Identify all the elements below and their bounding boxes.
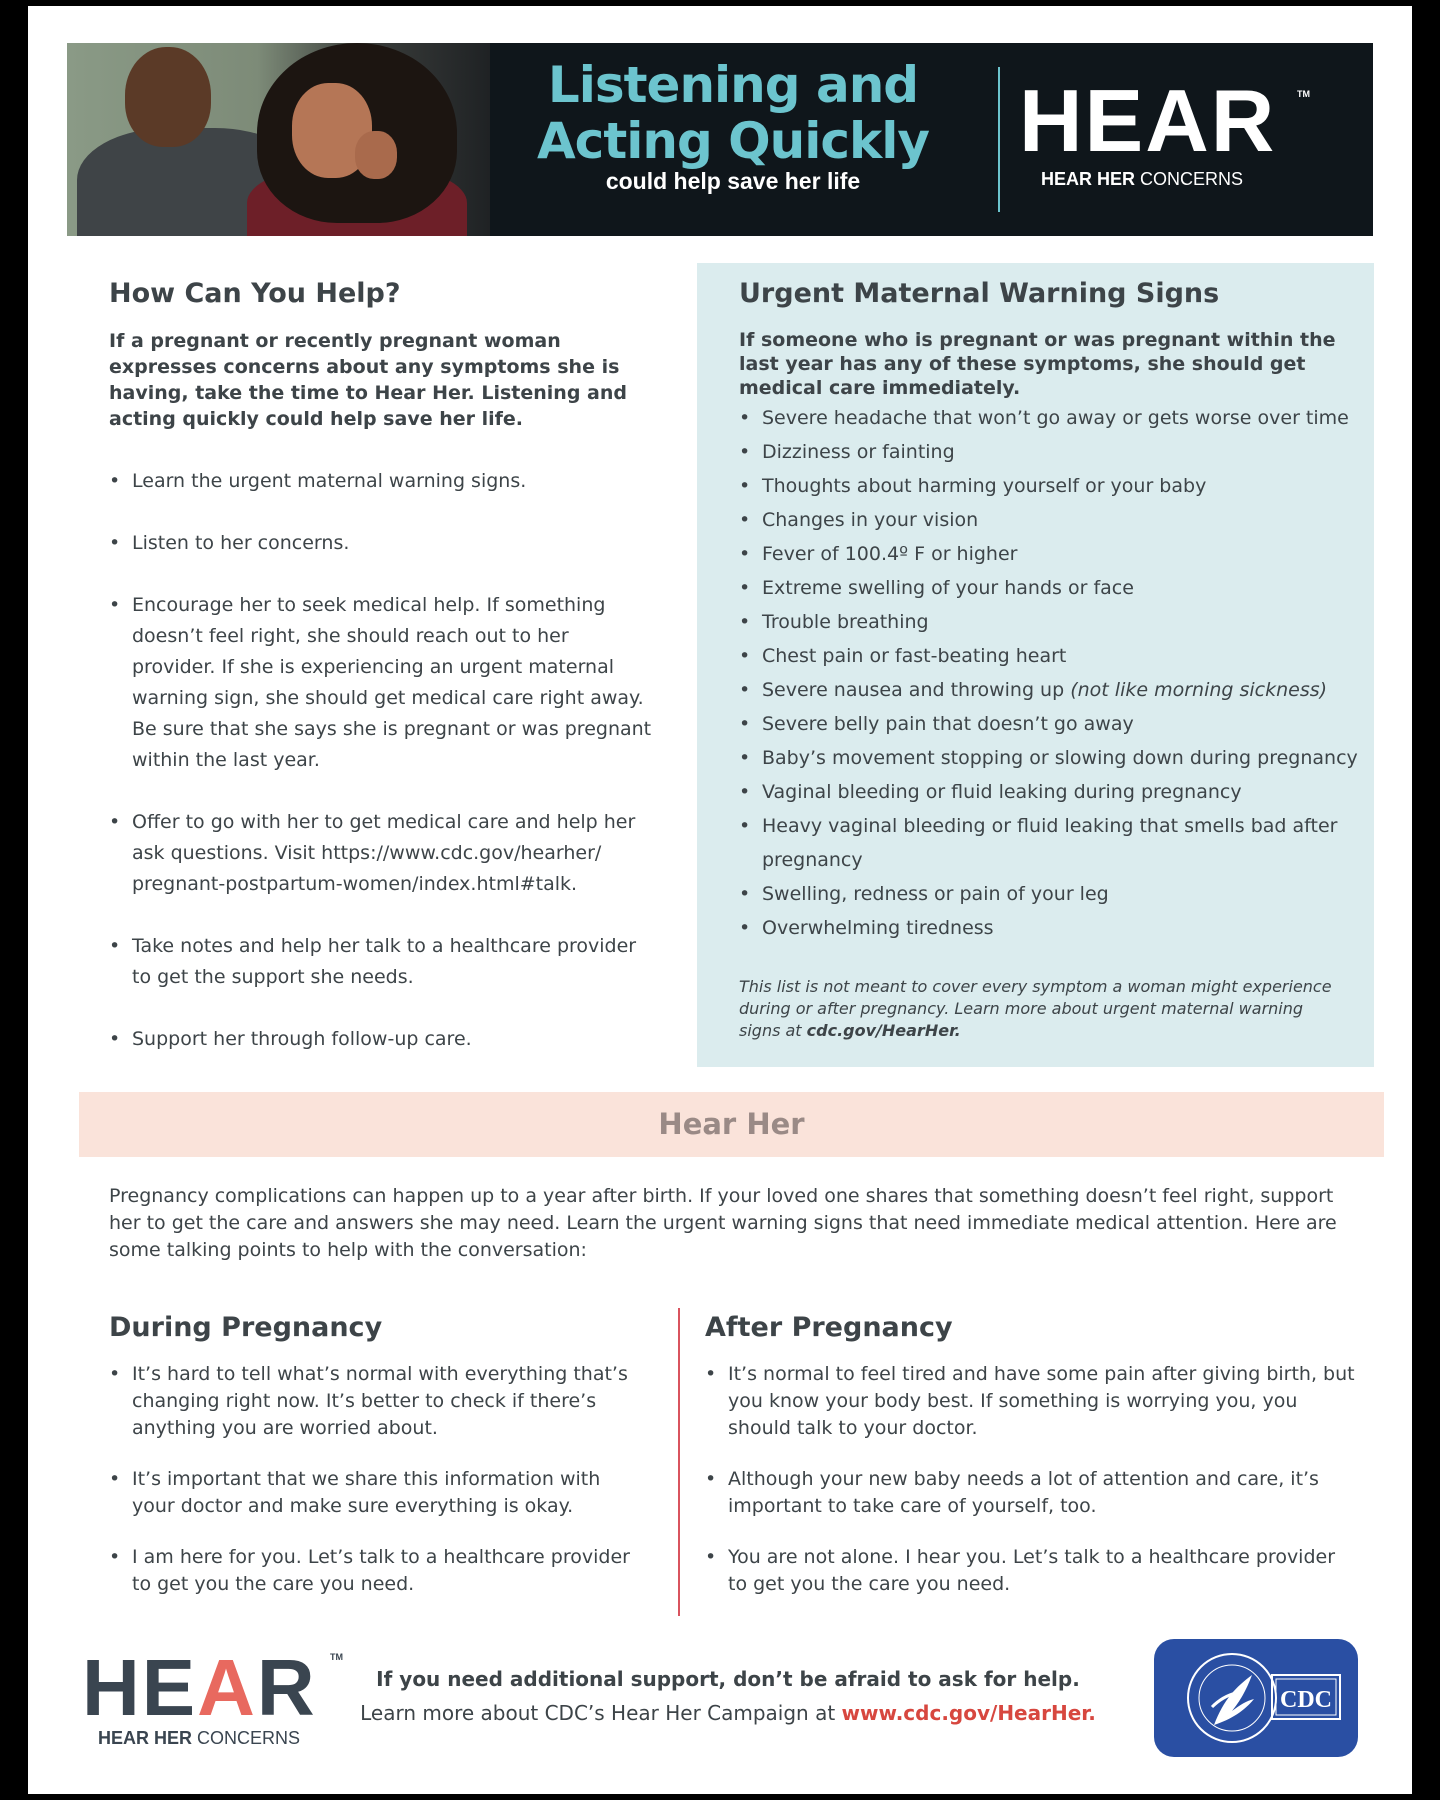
trademark: TM [330, 1652, 343, 1662]
hear-her-band [79, 1092, 1384, 1157]
list-item: • Chest pain or fast-beating heart [739, 639, 1369, 673]
help-heading: How Can You Help? [109, 278, 401, 309]
nausea-note: (not like morning sickness) [1070, 679, 1328, 701]
list-item: • I am here for you. Let’s talk to a healthcare provider to get you the care you need. [109, 1544, 649, 1598]
hear-logo-footer [82, 1643, 343, 1750]
list-item: • Overwhelming tiredness [739, 911, 1369, 945]
hear-logo-header [1019, 71, 1359, 191]
list-item: • It’s normal to feel tired and have some pain after giving birth, but you know your body best. If something is worrying you, you should talk to your doctor. [705, 1361, 1355, 1442]
hear-her-paragraph: Pregnancy complications can happen up to a year after birth. If your loved one shares that something doesn’t feel right, support her to get the care and answers she may need. Learn the urgent warning signs that need immediate medical attention. Here are some talking points to help with the conversation: [109, 1185, 1337, 1261]
list-item: • Dizziness or fainting [739, 435, 1369, 469]
list-item: • Take notes and help her talk to a healthcare provider to get the support she needs. [109, 931, 654, 993]
cdc-wordmark: CDC [1280, 1687, 1332, 1713]
hear-logo-word: HEAR [1019, 71, 1277, 170]
banner-title-line1: Listening and [547, 56, 919, 114]
banner-title-line2: Acting Quickly [536, 112, 930, 170]
footer-line1: If you need additional support, don’t be afraid to ask for help. [376, 1667, 1080, 1691]
banner-divider [998, 67, 1000, 212]
list-item: • Severe headache that won’t go away or gets worse over time [739, 401, 1369, 435]
help-intro: If a pregnant or recently pregnant woman expresses concerns about any symptoms she is having, take the time to Hear Her. Listening and acting quickly could help save her life. [109, 330, 627, 430]
list-item: • Encourage her to seek medical help. If something doesn’t feel right, she should reach out to her provider. If she is experiencing an urgent maternal warning sign, she should get medical care right away. Be sure that she says she is pregnant or was pregnant within the last year. [109, 590, 654, 776]
list-item: • Severe belly pain that doesn’t go away [739, 707, 1369, 741]
list-item: • Baby’s movement stopping or slowing down during pregnancy [739, 741, 1369, 775]
list-item: • Thoughts about harming yourself or your baby [739, 469, 1369, 503]
hear-logo-word: HEAR [82, 1643, 317, 1732]
list-item: • Offer to go with her to get medical care and help her ask questions. Visit https://www.cdc.gov/hearher/ pregnant-postpartum-women/index.html#talk. [109, 807, 654, 900]
hhs-eagle-icon [1154, 1639, 1358, 1757]
list-item: • Listen to her concerns. [109, 528, 654, 559]
footer-line2: Learn more about CDC’s Hear Her Campaign at www.cdc.gov/HearHer. [360, 1701, 1096, 1725]
cdc-logo [1154, 1639, 1358, 1757]
list-item: • Trouble breathing [739, 605, 1369, 639]
list-item: • You are not alone. I hear you. Let’s talk to a healthcare provider to get you the care you need. [705, 1544, 1355, 1598]
footer-link[interactable]: www.cdc.gov/HearHer. [841, 1701, 1096, 1725]
during-heading: During Pregnancy [109, 1312, 383, 1343]
list-item: • Extreme swelling of your hands or face [739, 571, 1369, 605]
list-item: • It’s important that we share this information with your doctor and make sure everything is okay. [109, 1466, 649, 1520]
list-item: • Swelling, redness or pain of your leg [739, 877, 1369, 911]
banner-subtitle: could help save her life [605, 168, 861, 194]
list-item: • Changes in your vision [739, 503, 1369, 537]
footer-text [328, 1667, 1128, 1725]
banner-title [493, 57, 973, 169]
during-list [109, 1361, 649, 1622]
flyer-page [28, 6, 1412, 1794]
list-item: • Support her through follow-up care. [109, 1024, 654, 1055]
help-list [109, 466, 654, 1055]
footnote-link[interactable]: cdc.gov/HearHer. [806, 1021, 961, 1040]
trademark: TM [1297, 89, 1310, 99]
hear-logo-tagline: HEAR HER CONCERNS [98, 1728, 301, 1748]
header-banner [67, 43, 1373, 236]
warning-heading: Urgent Maternal Warning Signs [739, 278, 1220, 309]
column-divider [678, 1308, 680, 1616]
hear-her-title: Hear Her [658, 1107, 805, 1141]
warning-intro: If someone who is pregnant or was pregnant within the last year has any of these symptoms, she should get medical care immediately. [739, 329, 1336, 399]
list-item: • Severe nausea and throwing up (not like morning sickness) [739, 673, 1369, 707]
warning-footnote: This list is not meant to cover every symptom a woman might experience during or after pregnancy. Learn more about urgent maternal warning signs at cdc.gov/HearHer. [739, 977, 1332, 1040]
warning-list [739, 401, 1369, 945]
after-heading: After Pregnancy [705, 1312, 953, 1343]
list-item: • Although your new baby needs a lot of attention and care, it’s important to take care of yourself, too. [705, 1466, 1355, 1520]
list-item: • It’s hard to tell what’s normal with everything that’s changing right now. It’s better to check if there’s anything you are worried about. [109, 1361, 649, 1442]
list-item: • Fever of 100.4º F or higher [739, 537, 1369, 571]
list-item: • Vaginal bleeding or fluid leaking during pregnancy [739, 775, 1369, 809]
after-list [705, 1361, 1355, 1622]
list-item: • Learn the urgent maternal warning signs. [109, 466, 654, 497]
couple-photo [67, 43, 490, 236]
hear-logo-tagline: HEAR HER CONCERNS [1041, 169, 1244, 189]
list-item: • Heavy vaginal bleeding or fluid leaking that smells bad after pregnancy [739, 809, 1369, 877]
warning-signs-box [697, 263, 1374, 1067]
